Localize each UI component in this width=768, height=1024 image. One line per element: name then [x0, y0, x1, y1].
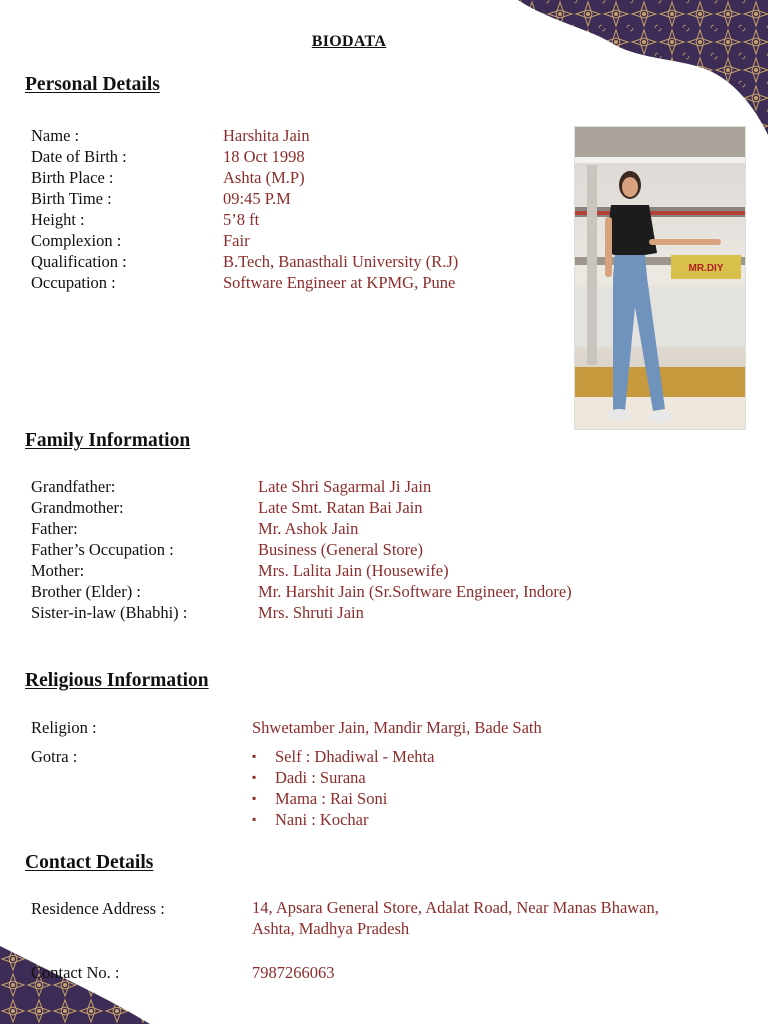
detail-value: Business (General Store) — [258, 540, 423, 559]
bullet-icon: ▪ — [252, 770, 257, 784]
detail-value: Late Smt. Ratan Bai Jain — [258, 498, 423, 517]
detail-value: Ashta (M.P) — [223, 168, 305, 187]
detail-label: Grandmother: — [31, 498, 124, 517]
detail-value: Harshita Jain — [223, 126, 310, 145]
gotra-item: ▪ Self : Dhadiwal - Mehta — [252, 747, 435, 766]
detail-label: Qualification : — [31, 252, 127, 271]
detail-label: Mother: — [31, 561, 85, 580]
contact-number-value: 7987266063 — [252, 963, 335, 982]
detail-value: 18 Oct 1998 — [223, 147, 305, 166]
detail-value: 5’8 ft — [223, 210, 260, 229]
detail-label: Brother (Elder) : — [31, 582, 141, 601]
bullet-icon: ▪ — [252, 812, 257, 826]
bullet-icon: ▪ — [252, 791, 257, 805]
detail-label: Date of Birth : — [31, 147, 127, 166]
gotra-list — [252, 746, 434, 830]
gotra-item: ▪ Mama : Rai Soni — [252, 789, 388, 808]
contact-details-heading: Contact Details — [25, 852, 154, 873]
detail-label: Father: — [31, 519, 78, 538]
detail-value: Late Shri Sagarmal Ji Jain — [258, 477, 432, 496]
detail-label: Name : — [31, 126, 80, 145]
detail-label: Birth Place : — [31, 168, 114, 187]
detail-value: 09:45 P.M — [223, 189, 291, 208]
detail-label: Birth Time : — [31, 189, 112, 208]
religion-label: Religion : — [31, 718, 97, 737]
profile-photo — [574, 126, 746, 430]
detail-label: Occupation : — [31, 273, 116, 292]
detail-label: Complexion : — [31, 231, 122, 250]
detail-label: Grandfather: — [31, 477, 116, 496]
detail-value: Mrs. Shruti Jain — [258, 603, 364, 622]
bullet-icon: ▪ — [252, 749, 257, 763]
address-label: Residence Address : — [31, 899, 165, 918]
document-title: BIODATA — [311, 33, 387, 50]
detail-label: Father’s Occupation : — [31, 540, 174, 559]
detail-value: Fair — [223, 231, 250, 250]
gotra-item: ▪ Nani : Kochar — [252, 810, 369, 829]
detail-label: Sister-in-law (Bhabhi) : — [31, 603, 188, 622]
address-value: 14, Apsara General Store, Adalat Road, Near Manas Bhawan, Ashta, Madhya Pradesh — [252, 898, 659, 938]
contact-number-label: Contact No. : — [31, 963, 120, 982]
religion-value: Shwetamber Jain, Mandir Margi, Bade Sath — [252, 718, 542, 737]
store-sign-text: MR.DIY — [688, 263, 724, 274]
religious-information-heading: Religious Information — [25, 670, 209, 691]
detail-value: Mr. Harshit Jain (Sr.Software Engineer, Indore) — [258, 582, 572, 601]
gotra-item: ▪ Dadi : Surana — [252, 768, 366, 787]
detail-value: B.Tech, Banasthali University (R.J) — [223, 252, 459, 271]
detail-value: Mr. Ashok Jain — [258, 519, 359, 538]
detail-value: Mrs. Lalita Jain (Housewife) — [258, 561, 449, 580]
detail-label: Height : — [31, 210, 85, 229]
decorative-corner-top-right — [518, 0, 768, 135]
family-information-heading: Family Information — [25, 430, 191, 451]
gotra-label: Gotra : — [31, 747, 78, 766]
detail-value: Software Engineer at KPMG, Pune — [223, 273, 456, 292]
decorative-corner-bottom-left — [0, 946, 150, 1024]
personal-details-heading: Personal Details — [25, 74, 160, 95]
